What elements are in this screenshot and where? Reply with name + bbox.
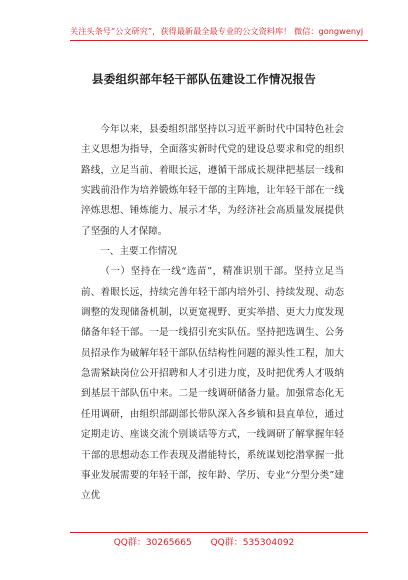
footer-qq-group-2: QQ群：535304092 bbox=[210, 538, 295, 548]
header-divider bbox=[70, 40, 368, 41]
section-heading: 一、主要工作情况 bbox=[100, 246, 177, 258]
section-paragraph: （一）坚持在一线“选苗”，精准识别干部。坚持立足当前、着眼长远，持续完善年轻干部内培外引、持续发现、动态调整的发现储备机制，以更宽视野、更实举措、更大力度发现储备年轻干部。一是一线招引充实队伍。坚持把选调生、公务员招录作为破解年轻干部队伍结构性问题的源头性工程，加大急需紧缺岗位公开招聘和人才引进力度，及时把优秀人才吸纳到基层干部队伍中来。二是一线调研储备力量。加强常态化无任用调研，由组织部副部长带队深入各乡镇和县直单位，通过定期走访、座谈交流个别谈话等方式，一线调研了解掌握年轻干部的思想动态工作表现及潜能特长，系统谋划挖潜掌握一批事业发展需要的年轻干部，按年龄、学历、专业“分型分类”建立优 bbox=[81, 266, 344, 502]
header-promo-note: 关注头条号“公文研究”，获得最新最全最专业的公文资料库！ 微信：gongwenyj bbox=[70, 26, 364, 36]
document-title: 县委组织部年轻干部队伍建设工作情况报告 bbox=[91, 72, 317, 86]
footer-contact bbox=[0, 535, 408, 548]
footer-divider bbox=[70, 532, 368, 533]
intro-paragraph: 今年以来，县委组织部坚持以习近平新时代中国特色社会主义思想为指导，全面落实新时代党的建设总要求和党的组织路线，立足当前、着眼长远，遵循干部成长规律把基层一线和实践前沿作为培养锻炼年轻干部的主阵地，让年轻干部在一线淬炼思想、锤炼能力、展示才华，为经济社会高质量发展提供了坚强的人才保障。 bbox=[81, 124, 344, 237]
footer-qq-group-1: QQ群：30265665 bbox=[113, 538, 192, 548]
document-body bbox=[81, 120, 344, 507]
